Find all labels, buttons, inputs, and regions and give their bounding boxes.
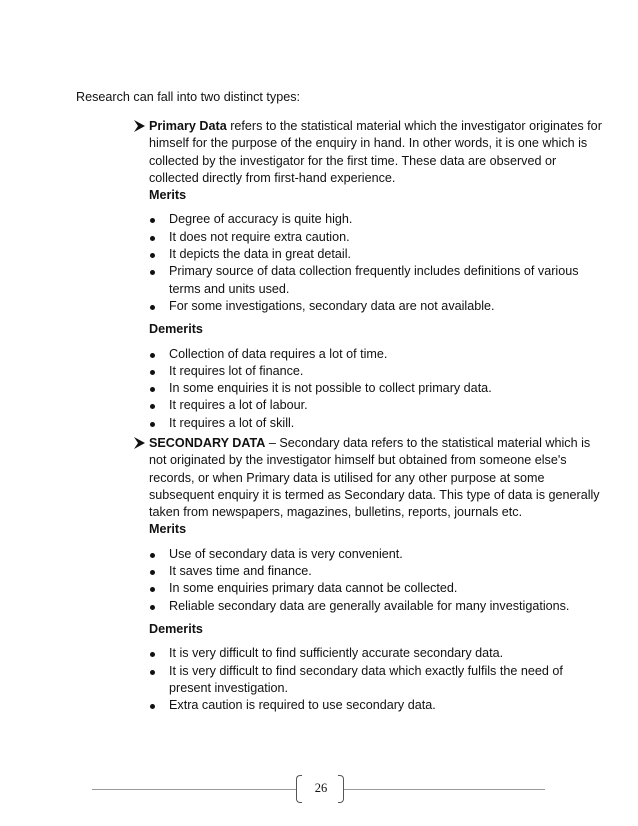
primary-demerits-heading: Demerits	[149, 322, 203, 337]
list-item: Reliable secondary data are generally available for many investigations.	[149, 598, 604, 615]
secondary-term: SECONDARY DATA	[149, 436, 266, 450]
list-item: It requires a lot of skill.	[149, 415, 604, 432]
primary-merits-heading: Merits	[149, 188, 187, 203]
primary-text: refers to the statistical material which the investigator originates for himself for the purpose of the enquiry in hand. In other words, it is one which is collected by the investigator for the first time. These data are observed or collected directly from first-hand experience.	[149, 119, 602, 185]
bullet-icon	[150, 218, 155, 223]
secondary-merits-list	[149, 546, 604, 615]
secondary-demerits-heading: Demerits	[149, 621, 203, 636]
primary-data-section	[134, 118, 604, 438]
bullet-icon	[150, 404, 155, 409]
secondary-data-section	[134, 435, 604, 720]
bullet-icon	[150, 670, 155, 675]
list-item: It depicts the data in great detail.	[149, 246, 604, 263]
list-item: Extra caution is required to use secondary data.	[149, 697, 604, 714]
list-item: It requires lot of finance.	[149, 363, 604, 380]
list-item: Use of secondary data is very convenient.	[149, 546, 604, 563]
list-item: In some enquiries primary data cannot be collected.	[149, 580, 604, 597]
page-number: 26	[314, 781, 328, 795]
footer-rule-left	[92, 789, 297, 790]
list-item: Degree of accuracy is quite high.	[149, 211, 604, 228]
list-item: It requires a lot of labour.	[149, 397, 604, 414]
bullet-icon	[150, 353, 155, 358]
bullet-icon	[150, 253, 155, 258]
secondary-demerits-list	[149, 645, 604, 714]
bullet-icon	[150, 270, 155, 275]
list-item: For some investigations, secondary data are not available.	[149, 298, 604, 315]
list-item: Primary source of data collection frequently includes definitions of various terms and units used.	[149, 263, 604, 298]
secondary-merits-heading: Merits	[149, 522, 187, 537]
primary-demerits-list	[149, 346, 604, 432]
list-item: It does not require extra caution.	[149, 229, 604, 246]
primary-merits-list	[149, 211, 604, 315]
list-item: In some enquiries it is not possible to collect primary data.	[149, 380, 604, 397]
secondary-definition	[149, 435, 604, 521]
arrow-bullet-icon	[134, 120, 145, 132]
right-bracket-icon	[338, 775, 344, 803]
bullet-icon	[150, 236, 155, 241]
primary-definition	[149, 118, 604, 187]
bullet-icon	[150, 605, 155, 610]
bullet-icon	[150, 305, 155, 310]
bullet-icon	[150, 370, 155, 375]
list-item: Collection of data requires a lot of time.	[149, 346, 604, 363]
arrow-bullet-icon	[134, 437, 145, 449]
bullet-icon	[150, 704, 155, 709]
bullet-icon	[150, 652, 155, 657]
left-bracket-icon	[296, 775, 302, 803]
primary-term: Primary Data	[149, 119, 227, 133]
list-item: It is very difficult to find sufficiently accurate secondary data.	[149, 645, 604, 662]
bullet-icon	[150, 387, 155, 392]
bullet-icon	[150, 570, 155, 575]
bullet-icon	[150, 587, 155, 592]
secondary-text: – Secondary data refers to the statistical material which is not originated by the investigator himself but obtained from someone else's records, or when Primary data is utilised for any other purpose at some subsequent enquiry it is termed as Secondary data. This type of data is generally taken from newspapers, magazines, bulletins, reports, journals etc.	[149, 436, 600, 520]
footer-rule-right	[344, 789, 545, 790]
intro-text: Research can fall into two distinct types:	[76, 90, 300, 104]
list-item: It saves time and finance.	[149, 563, 604, 580]
list-item: It is very difficult to find secondary data which exactly fulfils the need of present investigation.	[149, 663, 604, 698]
bullet-icon	[150, 422, 155, 427]
bullet-icon	[150, 553, 155, 558]
